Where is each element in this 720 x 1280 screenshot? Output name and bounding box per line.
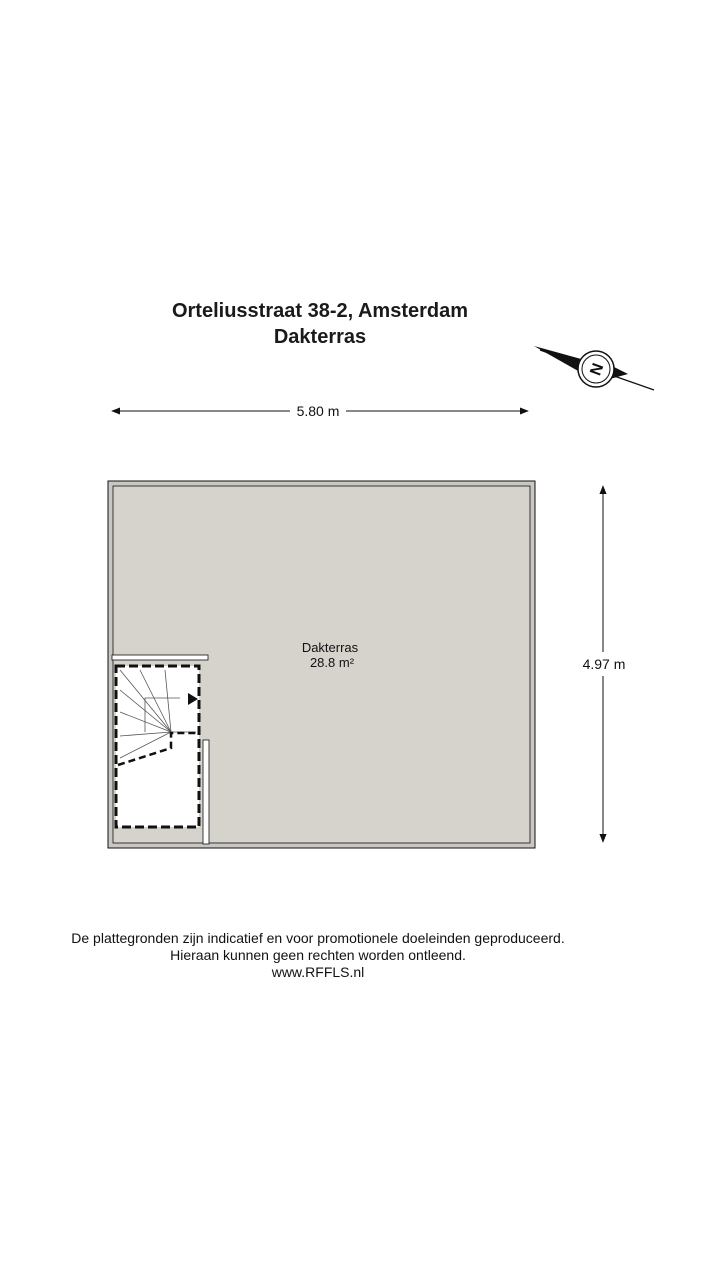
floor-title: Dakterras [273,326,367,348]
north-compass-icon [534,346,654,390]
room-area: 28.8 m² [309,655,355,670]
height-label: 4.97 m [582,656,626,672]
address-title: Orteliusstraat 38-2, Amsterdam [171,300,469,322]
staircase [116,666,199,827]
height-dimension [583,486,626,842]
width-dimension [112,403,528,419]
compass-label: N [587,361,608,378]
website-link[interactable]: www.RFFLS.nl [271,964,365,980]
room-name: Dakterras [301,640,359,655]
disclaimer-line: De plattegronden zijn indicatief en voor promotionele doeleinden geproduceerd. [71,930,565,946]
width-label: 5.80 m [296,403,340,419]
disclaimer-line: Hieraan kunnen geen rechten worden ontleend. [170,947,466,963]
terrace-room [108,481,535,848]
